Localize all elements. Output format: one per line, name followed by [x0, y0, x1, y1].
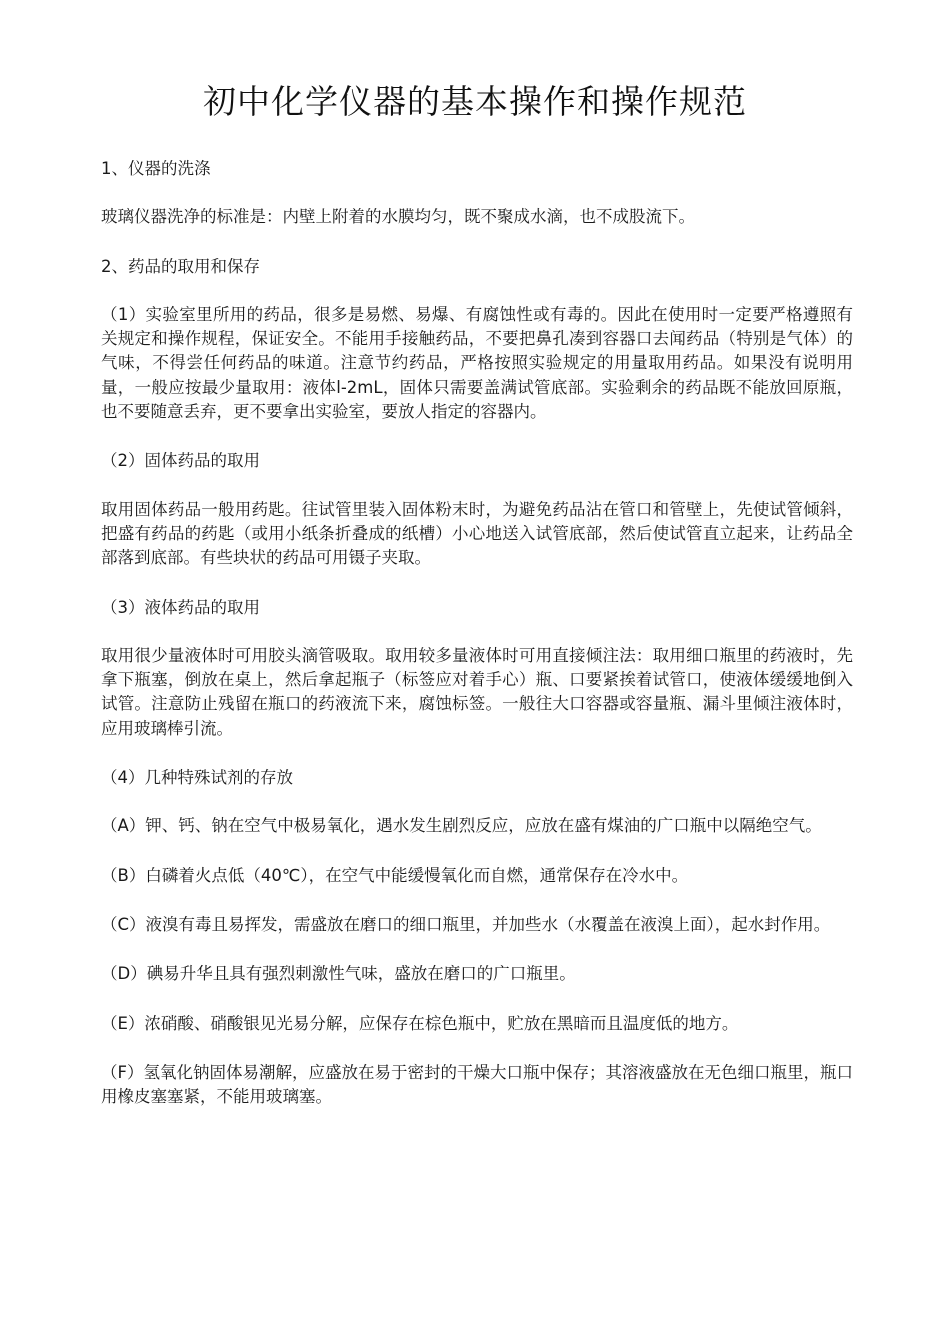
paragraph-reagent-b: （B）白磷着火点低（40℃），在空气中能缓慢氧化而自燃，通常保存在冷水中。 [101, 865, 689, 885]
section-heading-1: 1、仪器的洗涤 [101, 159, 211, 178]
page-title: 初中化学仪器的基本操作和操作规范 [203, 82, 747, 121]
paragraph-cleaning-standard: 玻璃仪器洗净的标准是：内壁上附着的水膜均匀，既不聚成水滴，也不成股流下。 [101, 207, 695, 227]
subheading-liquid-drugs: （3）液体药品的取用 [101, 597, 260, 617]
paragraph-reagent-e: （E）浓硝酸、硝酸银见光易分解，应保存在棕色瓶中，贮放在黑暗而且温度低的地方。 [101, 1013, 739, 1033]
document-body [101, 157, 853, 1134]
paragraph-solid-drugs: 取用固体药品一般用药匙。往试管里装入固体粉末时，为避免药品沾在管口和管壁上，先使试管倾斜，把盛有药品的药匙（或用小纸条折叠成的纸槽）小心地送入试管底部，然后使试管直立起来，让药品全部落到底部。有些块状的药品可用镊子夹取。 [101, 499, 853, 568]
paragraph-liquid-drugs: 取用很少量液体时可用胶头滴管吸取。取用较多量液体时可用直接倾注法：取用细口瓶里的药液时，先拿下瓶塞，倒放在桌上，然后拿起瓶子（标签应对着手心）瓶、口要紧挨着试管口，使液体缓缓地倒入试管。注意防止残留在瓶口的药液流下来，腐蚀标签。一般往大口容器或容量瓶、漏斗里倾注液体时，应用玻璃棒引流。 [101, 645, 853, 738]
subheading-special-reagents: （4）几种特殊试剂的存放 [101, 768, 293, 788]
paragraph-reagent-c: （C）液溴有毒且易挥发，需盛放在磨口的细口瓶里，并加些水（水覆盖在液溴上面），起水封作用。 [101, 914, 831, 934]
paragraph-drug-safety: （1）实验室里所用的药品，很多是易燃、易爆、有腐蚀性或有毒的。因此在使用时一定要严格遵照有关规定和操作规程，保证安全。不能用手接触药品，不要把鼻孔凑到容器口去闻药品（特别是气体）的气味，不得尝任何药品的味道。注意节约药品，严格按照实验规定的用量取用药品。如果没有说明用量，一般应按最少量取用：液体l-2mL，固体只需要盖满试管底部。实验剩余的药品既不能放回原瓶，也不要随意丢弃，更不要拿出实验室，要放人指定的容器内。 [101, 304, 853, 422]
paragraph-reagent-a: （A）钾、钙、钠在空气中极易氧化，遇水发生剧烈反应，应放在盛有煤油的广口瓶中以隔绝空气。 [101, 816, 822, 836]
paragraph-reagent-f: （F）氢氧化钠固体易潮解，应盛放在易于密封的干燥大口瓶中保存；其溶液盛放在无色细口瓶里，瓶口用橡皮塞塞紧，不能用玻璃塞。 [101, 1062, 853, 1107]
paragraph-reagent-d: （D）碘易升华且具有强烈刺激性气味，盛放在磨口的广口瓶里。 [101, 964, 576, 984]
section-heading-2: 2、药品的取用和保存 [101, 256, 260, 276]
subheading-solid-drugs: （2）固体药品的取用 [101, 451, 260, 471]
